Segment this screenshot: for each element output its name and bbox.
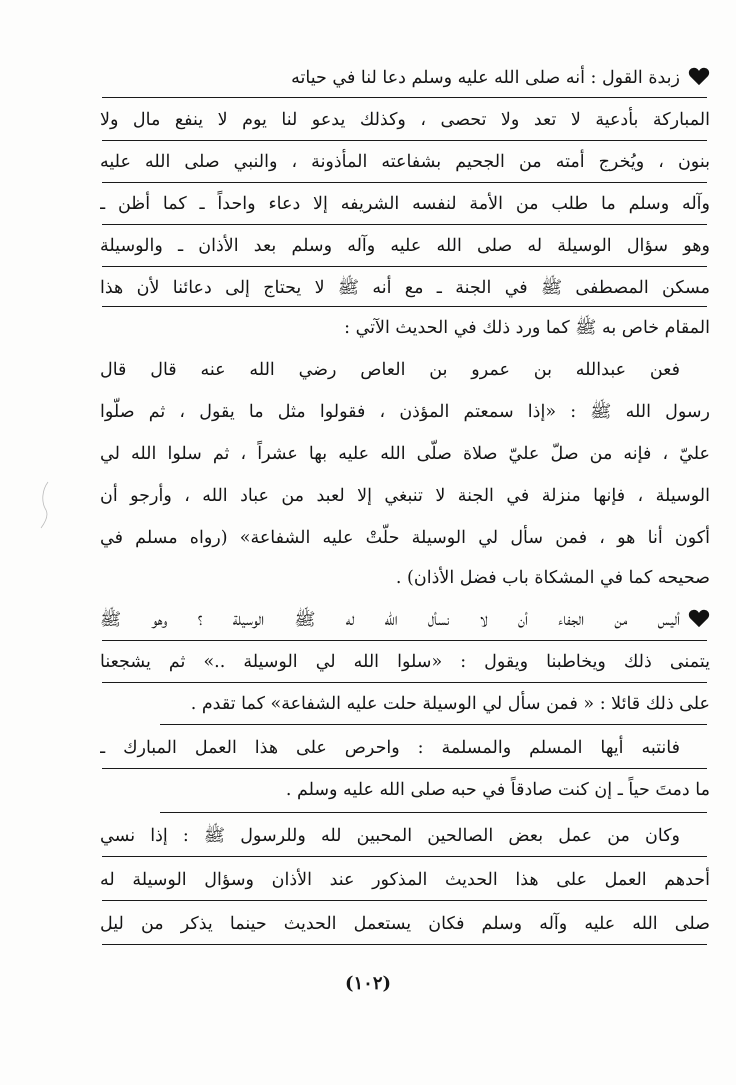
text-line-8: فعن عبدالله بن عمرو بن العاص رضي الله عنه قال قال [100, 360, 680, 380]
line-rule [102, 266, 707, 267]
text-line-3: بنون ، ويُخرج أمته من الجحيم بشفاعته المأذونة ، والنبي صلى الله عليه [100, 152, 710, 172]
text-line-7: المقام خاص به ﷺ كما ورد ذلك في الحديث الآتي : [344, 318, 710, 338]
line-rule [102, 944, 707, 945]
text-line-13: صحيحه كما في المشكاة باب فضل الأذان) . [395, 568, 710, 588]
text-line-1 [100, 60, 710, 96]
text-line-5: وهو سؤال الوسيلة له صلى الله عليه وآله وسلم بعد الأذان ـ والوسيلة [100, 236, 710, 256]
text-line-9: رسول الله ﷺ : «إذا سمعتم المؤذن ، فقولوا مثل ما يقول ، ثم صلّوا [100, 402, 710, 422]
text-line-15: يتمنى ذلك ويخاطبنا ويقول : «سلوا الله لي الوسيلة ..» ثم يشجعنا [100, 652, 710, 672]
text-line-17: فانتبه أيها المسلم والمسلمة : واحرص على هذا العمل المبارك ـ [100, 738, 680, 758]
heart-icon [688, 608, 710, 628]
text-line-16: على ذلك قائلا : « فمن سأل لي الوسيلة حلت عليه الشفاعة» كما تقدم . [190, 694, 710, 714]
text-line-6: مسكن المصطفى ﷺ في الجنة ـ مع أنه ﷺ لا يحتاج إلى دعائنا لأن هذا [100, 278, 710, 298]
text-line-14 [100, 602, 710, 638]
text-line-21: صلى الله عليه وآله وسلم فكان يستعمل الحديث حينما يذكر من ليل [100, 914, 710, 934]
line-rule [102, 856, 707, 857]
line-rule [102, 682, 707, 683]
text-line-10: عليّ ، فإنه من صلّ عليّ صلاة صلّى الله عليه بها عشراً ، ثم سلوا الله لي [100, 444, 710, 464]
line-rule [102, 224, 707, 225]
line-rule [160, 724, 707, 725]
text-line-2: المباركة بأدعية لا تعد ولا تحصى ، وكذلك يدعو لنا يوم لا ينفع مال ولا [100, 110, 710, 130]
text-line-18: ما دمتَ حياً ـ إن كنت صادقاً في حبه صلى الله عليه وسلم . [285, 780, 710, 800]
line-rule [102, 640, 707, 641]
heart-icon [688, 66, 710, 86]
line-rule [160, 812, 707, 813]
scan-mark [38, 480, 52, 530]
text-line-14-content: أليس من الجفاء أن لا نسأل الله له ﷺ الوسيلة ؟ وهو ﷺ [100, 610, 680, 630]
line-rule [102, 182, 707, 183]
page-number: (١٠٢) [344, 973, 392, 994]
text-line-19: وكان من عمل بعض الصالحين المحبين لله وللرسول ﷺ : إذا نسي [100, 826, 680, 846]
text-line-1-content: زبدة القول : أنه صلى الله عليه وسلم دعا لنا في حياته [291, 68, 680, 88]
text-line-11: الوسيلة ، فإنها منزلة في الجنة لا تنبغي إلا لعبد من عباد الله ، وأرجو أن [100, 486, 710, 506]
line-rule [102, 768, 707, 769]
line-rule [102, 306, 707, 307]
line-rule [102, 900, 707, 901]
text-line-20: أحدهم العمل على هذا الحديث المذكور عند الأذان وسؤال الوسيلة له [100, 870, 710, 890]
text-line-4: وآله وسلم ما طلب من الأمة لنفسه الشريفه إلا دعاء واحداً ـ كما أظن ـ [100, 194, 710, 214]
line-rule [102, 97, 707, 98]
text-line-12: أكون أنا هو ، فمن سأل لي الوسيلة حلّتْ عليه الشفاعة» (رواه مسلم في [100, 528, 710, 548]
line-rule [102, 140, 707, 141]
